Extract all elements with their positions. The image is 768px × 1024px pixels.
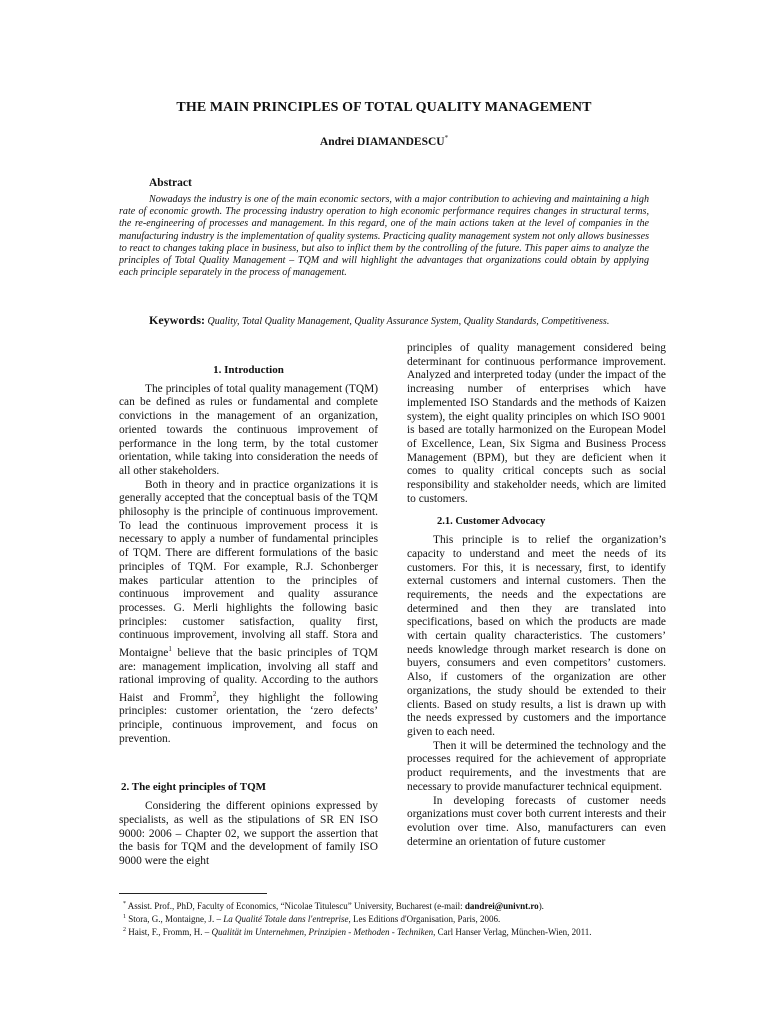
footnote-2: [119, 925, 679, 938]
advocacy-paragraph-3: In developing forecasts of customer needs organizations must cover both current interests and their evolution over time. Also, manufacturers can even determine an orientation of future customer: [407, 794, 666, 848]
eight-principles-paragraph: Considering the different opinions expressed by specialists, as well as the stipulations of SR EN ISO 9000: 2006 – Chapter 02, we support the assertion that the basis for TQM and the development of family ISO 9000 were the eight: [119, 800, 378, 868]
footnote-author-text: Assist. Prof., PhD, Faculty of Economics, “Nicolae Titulescu” University, Bucharest (e-mail:: [126, 901, 465, 911]
abstract-heading: Abstract: [149, 177, 192, 189]
right-column: [407, 342, 666, 849]
footnote-ref-1: 1: [168, 645, 172, 654]
footnote-2-title: Qualität im Unternehmen, Prinzipien - Methoden - Techniken: [211, 927, 434, 937]
keywords-label: Keywords:: [149, 313, 205, 327]
footnote-1-mark: 1: [123, 914, 126, 920]
footnote-author-mark: *: [123, 901, 126, 907]
footnote-2-part-a: Haist, F., Fromm, H. –: [126, 927, 212, 937]
abstract-text: Nowadays the industry is one of the main economic sectors, with a major contribution to achieving and maintaining a high rate of economic growth. The processing industry operation to high economic performance requires changes in structural terms, the re-engineering of processes and management. In this regard, one of the main actions taken at the level of companies in the manufacturing industry is the implementation of quality systems. Practicing quality management system not only allows businesses to react to changes taking place in business, but also to inflict them by the controlling of the future. This paper aims to analyze the principles of Total Quality Management – TQM and will highlight the advantages that organizations could obtain by applying each principle separately in the process of management.: [119, 194, 649, 279]
keywords: [149, 314, 669, 329]
subsection-heading-customer-advocacy: 2.1. Customer Advocacy: [437, 516, 546, 528]
advocacy-paragraph-1: This principle is to relief the organization’s capacity to understand and meet the needs of its customers. For this, it is necessary, first, to identify external customers and internal customers. Then the requirements, the needs and the expectations are determined and then they are translated into specifications, based on which the products are made with certain quality characteristics. The customers’ needs knowledge through market research is done on buyers, consumers and even competitors’ customers. Also, if customers of the organization are other organizations, the study should be extended to their clients. Based on study results, a list is drawn up with the needs expressed by customers and the importance given to each need.: [407, 534, 666, 738]
section-heading-introduction: 1. Introduction: [213, 364, 284, 376]
author-text: Andrei DIAMANDESCU: [319, 135, 445, 148]
footnote-author: [119, 899, 679, 912]
intro-p2-part-c: , they highlight the following principles: customer orientation, the ‘zero defects’ principle, continuous improvement, and focus on prevention.: [119, 691, 378, 745]
author-email-link[interactable]: dandrei@univnt.ro: [464, 901, 539, 911]
author-footnote-mark: *: [444, 134, 449, 142]
footnote-separator: [119, 893, 267, 894]
author-name: [0, 132, 768, 150]
keywords-text: Quality, Total Quality Management, Quality Assurance System, Quality Standards, Competitiveness.: [207, 316, 610, 327]
footnote-2-mark: 2: [123, 927, 126, 933]
intro-paragraph-2: [119, 479, 378, 747]
section-heading-eight-principles: 2. The eight principles of TQM: [121, 780, 267, 793]
footnote-1-part-b: , Les Editions d'Organisation, Paris, 2006.: [348, 914, 501, 924]
left-column: [119, 364, 378, 869]
paper-title: THE MAIN PRINCIPLES OF TOTAL QUALITY MANAGEMENT: [176, 100, 592, 115]
footnote-1-title: La Qualité Totale dans l'entreprise: [223, 914, 349, 924]
footnote-2-part-b: , Carl Hanser Verlag, München-Wien, 2011.: [433, 927, 592, 937]
intro-paragraph-1: The principles of total quality management (TQM) can be defined as rules or fundamental and complete convictions in the management of an organization, oriented towards the continuous improvement of performance in the long term, by the total customer orientation, while taking into consideration the needs of all other stakeholders.: [119, 382, 378, 477]
footnote-author-end: ).: [538, 901, 544, 911]
advocacy-paragraph-2: Then it will be determined the technology and the processes required for the achievement of appropriate product requirements, and the investments that are necessary to provide manufacturer technical equipment.: [407, 739, 666, 793]
intro-p2-part-a: Both in theory and in practice organizations it is generally accepted that the conceptual basis of the TQM philosophy is the principle of continuous improvement. To lead the continuous improvement process it is necessary to apply a number of fundamental principles of TQM. There are different formulations of the basic principles of TQM. For example, R.J. Schonberger makes particular attention to the principles of continuous improvement and quality assurance processes. G. Merli highlights the following basic principles: customer satisfaction, quality first, continuous improvement, involving all staff. Stora and Montaigne: [119, 478, 378, 659]
footnotes: [119, 899, 679, 938]
intro-p2-part-b: believe that the basic principles of TQM are: management implication, involving all staff and rational improving of quality. According to the authors Haist and Fromm: [119, 646, 378, 704]
footnote-ref-2: 2: [212, 689, 217, 698]
footnote-1-part-a: Stora, G., Montaigne, J. –: [126, 914, 224, 924]
footnote-1: [119, 912, 679, 925]
continued-paragraph: principles of quality management considered being determinant for continuous performance improvement. Analyzed and interpreted today (under the impact of the increasing number of enterprises which have implemented ISO Standards and the methods of Kaizen system), the eight quality principles on which ISO 9001 is based are totally harmonized on the European Model of Excellence, Lean, Six Sigma and Business Process Management (BPM), but they are deficient when it comes to quality critical concepts such as social responsibility and stakeholder needs, which are limited to customers.: [407, 342, 666, 505]
